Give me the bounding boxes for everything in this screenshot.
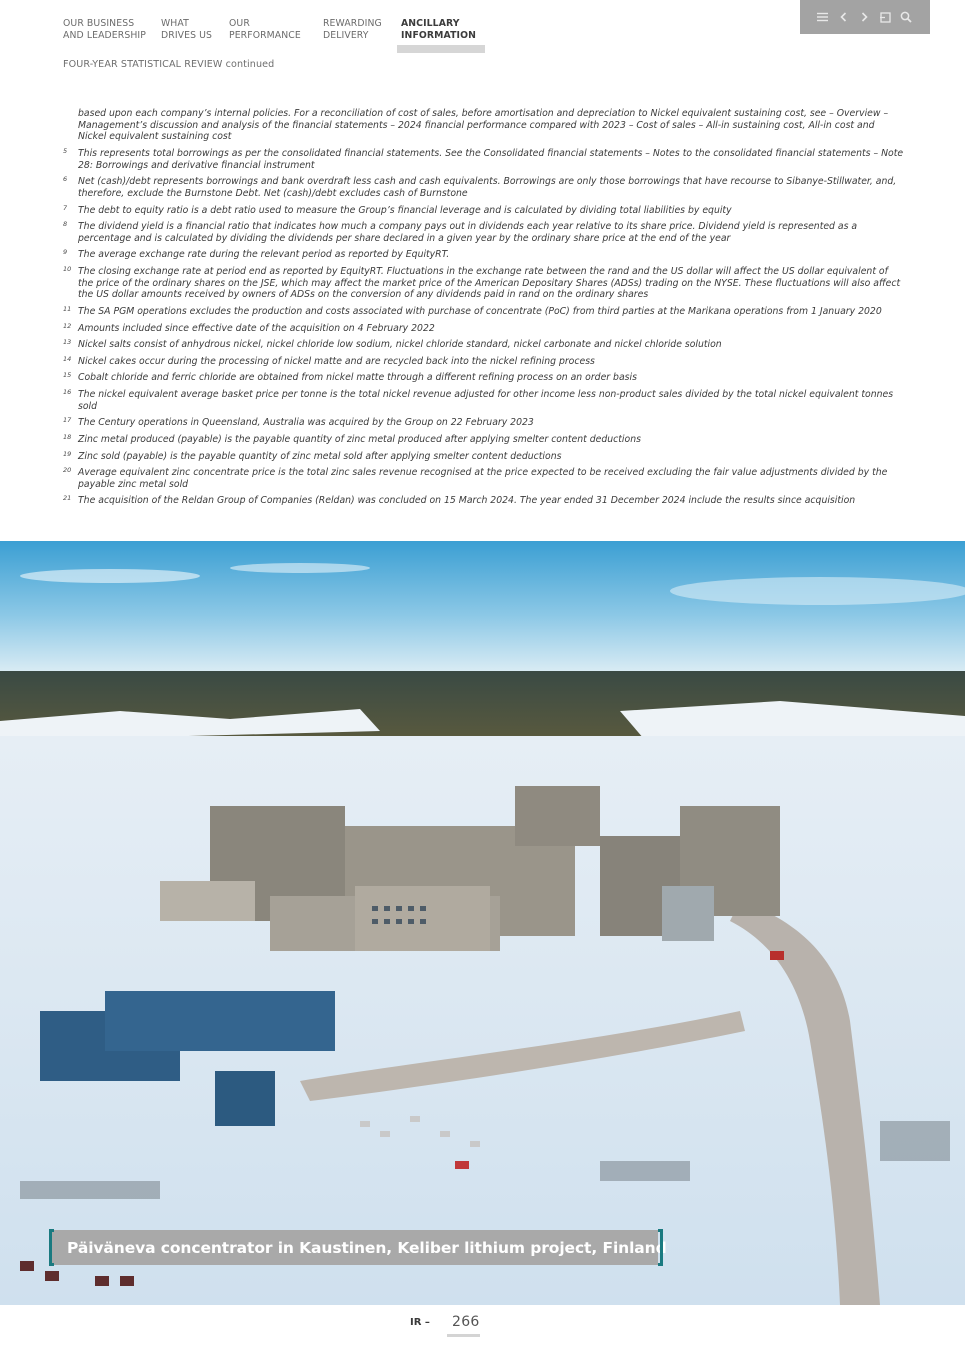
nav-item-line2: PERFORMANCE	[229, 29, 301, 41]
footnote-text: The average exchange rate during the relevant period as reported by EquityRT.	[78, 249, 450, 261]
footnote-number: 21	[63, 494, 72, 503]
bookmark-icon	[880, 12, 891, 23]
footnote	[63, 176, 905, 199]
nav-item-line1: ANCILLARY	[401, 18, 460, 29]
document-toolbar	[800, 0, 930, 34]
footnote-text: Amounts included since effective date of the acquisition on 4 February 2022	[78, 322, 435, 334]
footnote-text: Cobalt chloride and ferric chloride are obtained from nickel matte through a different refining process on an order basis	[78, 372, 637, 384]
footnote-text: based upon each company’s internal policies. For a reconciliation of cost of sales, before amortisation and depreciation to Nickel equivalent sustaining cost, see – Overview – Management’s discussion and analysis of the financial statements – 2024 financial performance compared with 2023 – Cost of sales – All-in sustaining cost, All-in cost and Nickel equivalent sustaining cost	[78, 108, 889, 143]
footnote-number: 13	[63, 338, 72, 347]
footnote-number: 14	[63, 354, 72, 363]
menu-icon	[817, 12, 828, 22]
footnote-text: The closing exchange rate at period end as reported by EquityRT. Fluctuations in the exchange rate between the rand and the US dollar will affect the US dollar equivalent of the price of the ordinary shares on the JSE, which may affect the market price of the American Depositary Shares (ADSs) trading on the NYSE. These fluctuations will also affect the US dollar amounts received by owners of ADSs on the conversion of any dividends paid in rand on the ordinary shares	[78, 266, 901, 301]
footnote-number: 16	[63, 388, 72, 397]
nav-item-what-drives-us[interactable]	[161, 18, 229, 41]
nav-item-line2: DRIVES US	[161, 29, 213, 41]
footnotes-list	[63, 108, 905, 512]
report-label: IR –	[410, 1317, 430, 1328]
footnote	[63, 221, 905, 244]
nav-item-our-performance[interactable]	[229, 18, 323, 41]
caption-bracket-left	[49, 1229, 54, 1266]
footnote-text: Net (cash)/debt represents borrowings and bank overdraft less cash and cash equivalents. Borrowings are only those borrowings that have recourse to Sibanye-Stillwater, and, therefore, exclude the Burnstone Debt. Net (cash)/debt excludes cash of Burnstone	[78, 176, 897, 199]
aerial-photo-concentrator	[0, 541, 965, 1305]
caption-bracket-right	[658, 1229, 663, 1266]
footnote	[63, 108, 905, 143]
footnote-number: 11	[63, 305, 72, 314]
active-tab-indicator	[397, 45, 485, 53]
footnote-text: The dividend yield is a financial ratio that indicates how much a company pays out in dividends each year relative to its share price. Dividend yield is represented as a percentage and is calculated by dividing the dividends per share declared in a given year by the ordinary share price at the end of the year	[78, 221, 858, 244]
footnote-text: The debt to equity ratio is a debt ratio used to measure the Group’s financial leverage and is calculated by dividing total liabilities by equity	[78, 204, 732, 216]
nav-item-our-business[interactable]	[63, 18, 161, 41]
footnote-number: 10	[63, 265, 72, 274]
chevron-left-icon	[840, 12, 847, 22]
page-number-underline	[447, 1334, 480, 1337]
footnote	[63, 467, 905, 490]
nav-item-line2: DELIVERY	[323, 29, 369, 41]
footnote	[63, 249, 905, 261]
nav-item-line1: OUR	[229, 18, 250, 29]
footnote-text: Nickel cakes occur during the processing of nickel matte and are recycled back into the nickel refining process	[78, 355, 595, 367]
footnote-number: 20	[63, 466, 72, 475]
photo-illustration	[0, 541, 965, 1305]
page-number: 266	[452, 1314, 480, 1330]
footnote	[63, 266, 905, 301]
footnote-text: This represents total borrowings as per the consolidated financial statements. See the Consolidated financial statements – Notes to the consolidated financial statements – Note 28: Borrowings and derivative financial instrument	[78, 148, 904, 171]
footnote-number: 7	[63, 203, 68, 212]
footnote-number: 18	[63, 432, 72, 441]
footnote-number: 17	[63, 416, 72, 425]
footnote	[63, 495, 905, 507]
footnote	[63, 451, 905, 463]
footnote	[63, 306, 905, 318]
footnote	[63, 417, 905, 429]
footnote-number: 12	[63, 321, 72, 330]
footnote-text: The acquisition of the Reldan Group of Companies (Reldan) was concluded on 15 March 2024. The year ended 31 December 2024 include the results since acquisition	[78, 495, 856, 507]
nav-item-line1: WHAT	[161, 18, 189, 29]
footnote-text: The SA PGM operations excludes the production and costs associated with purchase of concentrate (PoC) from third parties at the Marikana operations from 1 January 2020	[78, 306, 882, 318]
page-view-button[interactable]	[879, 10, 891, 24]
footnote-number: 15	[63, 371, 72, 380]
footnote	[63, 148, 905, 171]
photo-caption	[51, 1230, 667, 1265]
nav-item-rewarding-delivery[interactable]	[323, 18, 401, 41]
nav-item-line1: REWARDING	[323, 18, 382, 29]
next-page-button[interactable]	[858, 10, 870, 24]
footnote-text: Nickel salts consist of anhydrous nickel, nickel chloride low sodium, nickel chloride standard, nickel carbonate and nickel chloride solution	[78, 339, 722, 351]
nav-item-line2: AND LEADERSHIP	[63, 29, 146, 41]
nav-item-line2: INFORMATION	[401, 29, 476, 41]
footnote-text: Average equivalent zinc concentrate price is the total zinc sales revenue recognised at the price expected to be received excluding the fair value adjustments divided by the payable zinc metal sold	[78, 467, 888, 490]
footnote	[63, 356, 905, 368]
footnote	[63, 339, 905, 351]
footnote	[63, 434, 905, 446]
footnote-number: 8	[63, 220, 68, 229]
search-icon	[900, 11, 912, 23]
footnote-number: 5	[63, 147, 68, 155]
footnote	[63, 205, 905, 217]
footnote-number: 6	[63, 175, 68, 184]
nav-item-line1: OUR BUSINESS	[63, 18, 135, 29]
footnote-text: The nickel equivalent average basket price per tonne is the total nickel revenue adjusted for other income less non-product sales divided by the total nickel equivalent tonnes sold	[78, 389, 894, 412]
section-title: FOUR-YEAR STATISTICAL REVIEW continued	[63, 59, 275, 70]
footnote	[63, 323, 905, 335]
nav-item-ancillary-information[interactable]	[401, 18, 489, 41]
footnote-text: The Century operations in Queensland, Australia was acquired by the Group on 22 February 2023	[78, 417, 534, 429]
page-footer	[0, 1314, 965, 1344]
footnote-number: 9	[63, 248, 68, 257]
footnote-text: Zinc sold (payable) is the payable quantity of zinc metal sold after applying smelter content deductions	[78, 450, 562, 462]
chevron-right-icon	[861, 12, 868, 22]
footnote-number: 19	[63, 449, 72, 458]
footnote-text: Zinc metal produced (payable) is the payable quantity of zinc metal produced after applying smelter content deductions	[78, 433, 641, 445]
caption-text: Päiväneva concentrator in Kaustinen, Keliber lithium project, Finland	[67, 1238, 667, 1257]
search-button[interactable]	[900, 10, 912, 24]
footnote	[63, 372, 905, 384]
top-navigation	[63, 18, 489, 41]
previous-page-button[interactable]	[837, 10, 849, 24]
footnote	[63, 389, 905, 412]
contents-menu-button[interactable]	[816, 10, 828, 24]
